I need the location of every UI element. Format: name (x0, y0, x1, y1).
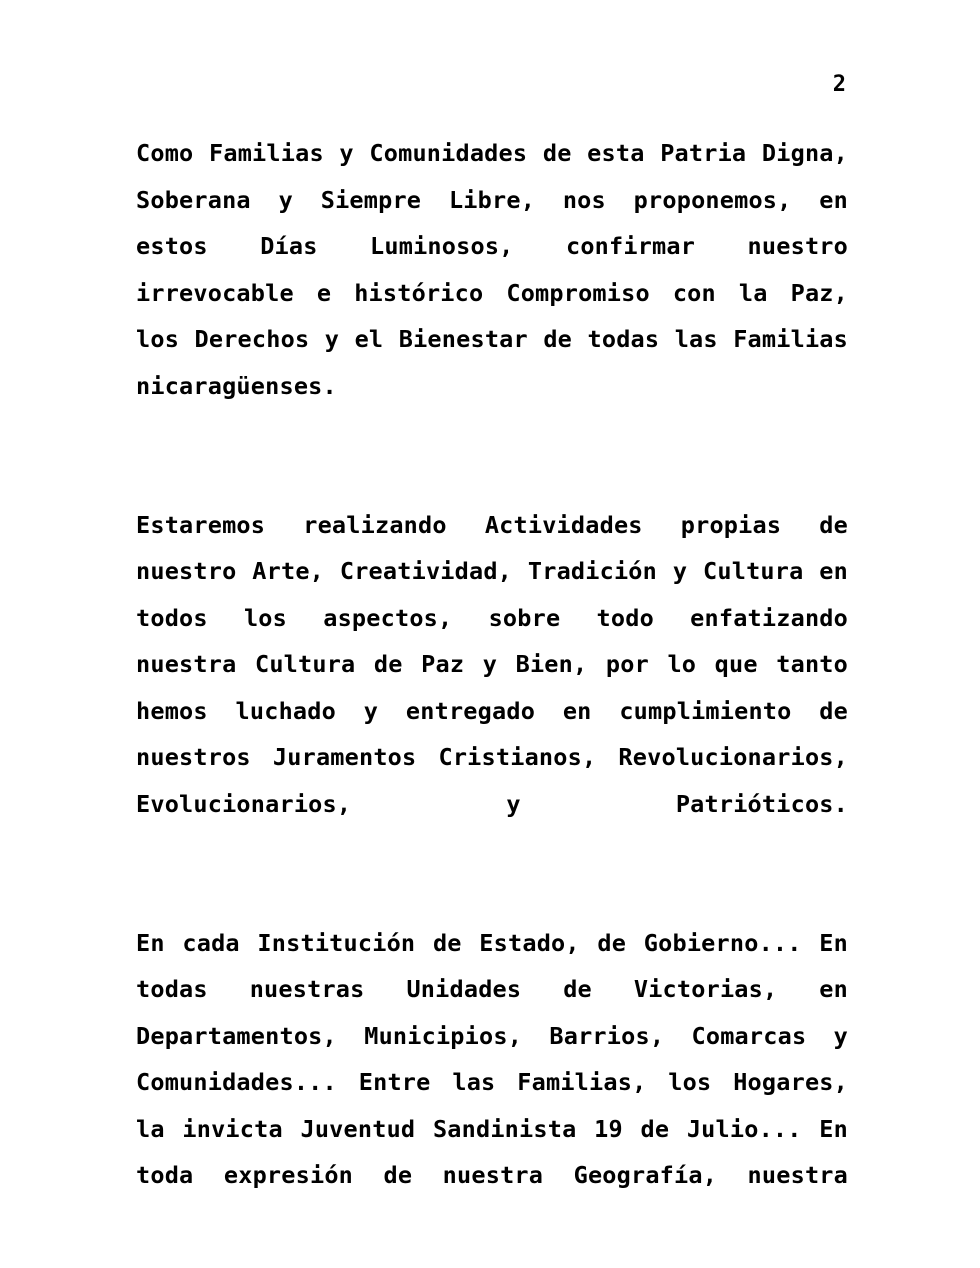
paragraph-2: Estaremos realizando Actividades propias de nuestro Arte, Creatividad, Tradición y Cultura en todos los aspectos, sobre todo enfatizando nuestra Cultura de Paz y Bien, por lo que tanto hemos luchado y entregado en cumplimiento de nuestros Juramentos Cristianos, Revolucionarios, Evolucionarios, y Patrióticos. (136, 510, 848, 818)
paragraph-1: Como Familias y Comunidades de esta Patria Digna, Soberana y Siempre Libre, nos proponemos, en estos Días Luminosos, confirmar nuestro irrevocable e histórico Compromiso con la Paz, los Derechos y el Bienestar de todas las Familias nicaragüenses. (136, 139, 848, 400)
document-body (136, 130, 848, 1245)
page-number: 2 (832, 72, 846, 97)
paragraph-3: En cada Institución de Estado, de Gobierno... En todas nuestras Unidades de Victorias, en Departamentos, Municipios, Barrios, Comarcas y Comunidades... Entre las Familias, los Hogares, la invicta Juventud Sandinista 19 de Julio... En toda expresión de nuestra Geografía, nuestra (136, 928, 848, 1189)
